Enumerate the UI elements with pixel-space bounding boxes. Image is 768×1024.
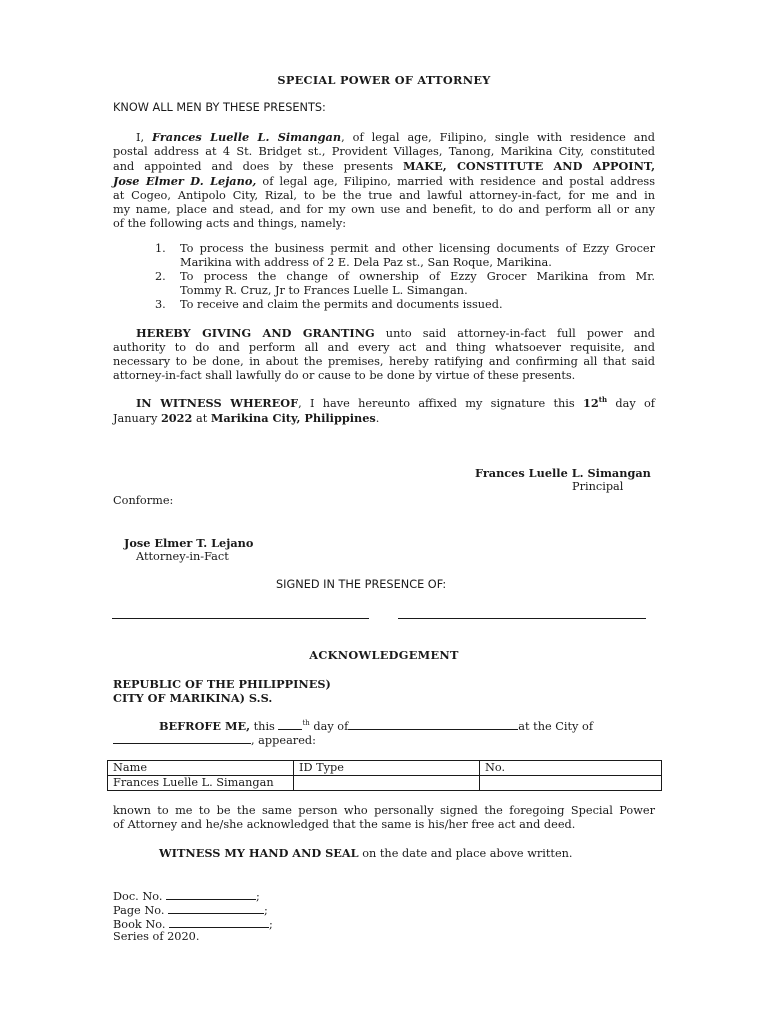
p1-line: and appointed and does by these presents MAKE, CONSTITUTE AND APPOINT, (113, 159, 655, 173)
before-me-line: BEFROFE ME, this $^{th}$ day of at the City of (159, 719, 594, 733)
principal-name-inline: Frances Luelle L. Simangan (152, 130, 342, 144)
granting-paragraph (113, 326, 655, 383)
table-cell (480, 776, 662, 791)
signed-presence-heading: SIGNED IN THE PRESENCE OF: (276, 578, 447, 591)
p2-line: attorney-in-fact shall lawfully do or cause to be done by virtue of these presents. (113, 369, 576, 382)
table-header-cell: No. (480, 761, 662, 776)
witness-whereof-paragraph (113, 396, 655, 426)
acknowledgement-title: ACKNOWLEDGEMENT (309, 648, 459, 662)
book-no-line: Book No. ; (113, 918, 273, 931)
document-title: SPECIAL POWER OF ATTORNEY (277, 73, 491, 87)
p2-line: authority to do and perform all and every act and thing whatsoever requisite, and (113, 341, 655, 354)
witness-hand-line: WITNESS MY HAND AND SEAL on the date and place above written. (159, 846, 573, 860)
known-line: known to me to be the same person who personally signed the foregoing Special Power (113, 804, 655, 817)
doc-no-blank[interactable] (166, 888, 256, 900)
table-header-row (108, 761, 662, 776)
day-blank[interactable] (278, 718, 302, 730)
p3-line: IN WITNESS WHEREOF, I have hereunto affixed my signature this 12th day of (136, 395, 655, 410)
table-cell: Frances Luelle L. Simangan (108, 776, 294, 791)
book-no-blank[interactable] (169, 916, 269, 928)
p1-line: of the following acts and things, namely: (113, 217, 347, 230)
attorney-signature-name: Jose Elmer T. Lejano (124, 536, 254, 550)
attorney-name-inline: Jose Elmer D. Lejano, (113, 174, 257, 188)
p2-line: HEREBY GIVING AND GRANTING unto said attorney-in-fact full power and (136, 326, 655, 340)
witness-signature-line (112, 618, 369, 619)
appointment-paragraph (113, 130, 655, 231)
attorney-role: Attorney-in-Fact (136, 550, 229, 563)
p3-line: January 2022 at Marikina City, Philippines. (113, 411, 380, 425)
table-header-cell: ID Type (294, 761, 480, 776)
conforme-label: Conforme: (113, 494, 174, 507)
city-line: CITY OF MARIKINA) S.S. (113, 691, 273, 705)
p1-line: my name, place and stead, and for my own use and benefit, to do and perform all or any (113, 203, 655, 216)
p1-line: I, Frances Luelle L. Simangan, of legal age, Filipino, single with residence and (136, 130, 656, 144)
document-page: SPECIAL POWER OF ATTORNEY KNOW ALL MEN BY THESE PRESENTS: I, Frances Luelle L. Simangan, of legal age, Filipino, single with residence and postal address at 4 St. Bridget st., Provident Villages, Tanong, Marikina City, constituted and appointed and does by these presents MAKE, CONSTITUTE AND APPOINT, Jose Elmer D. Lejano, of legal age, Filipino, married with residence and postal address at Cogeo, Antipolo City, Rizal, to be the true and lawful attorney-in-fact, for me and in my name, place and stead, and for my own use and benefit, to do and perform all or any of the following acts and things, namely: 1. To process the business permit and other licensing documents of Ezzy Grocer Marikina with address of 2 E. Dela Paz st., San Roque, Marikina. 2. To process the change of ownership of Ezzy Grocer Marikina from Mr. Tommy R. Cruz, Jr to Frances Luelle L. Simangan. 3. To receive and claim the permits and documents issued. HEREBY GIVING AND GRANTING unto said attorney-in-fact full power and authority to do and perform all and every act and thing whatsoever requisite, and necessary to be done, in about the premises, hereby ratifying and confirming all that said attorney-in-fact shall lawfully do or cause to be done by virtue of these presents. IN WITNESS WHEREOF, I have hereunto affixed my signature this 12th day of January 2022 at Marikina City, Philippines. Frances Luelle L. Simangan Principal Conforme: Jose Elmer T. Lejano Attorney-in-Fact SIGNED IN THE PRESENCE OF: ACKNOWLEDGEMENT REPUBLIC OF THE PHILIPPINES) CITY OF MARIKINA) S.S. BEFROFE ME, this $^{th}$ day of at the City of , appeared: Name ID Type No. Frances Luelle L. Simangan known to me to be the same person who personally signed the foregoing Special Power of Attorney and he/she acknowledged that the same is his/her free act and deed. WITNESS MY HAND AND SEAL on the date and place above written. Doc. No. ; Page No. ; Book No. ; Series of 2020. (0, 0, 768, 1024)
city-blank[interactable] (113, 732, 251, 744)
series-line: Series of 2020. (113, 930, 200, 943)
witness-signature-line (398, 618, 646, 619)
known-line: of Attorney and he/she acknowledged that the same is his/her free act and deed. (113, 818, 576, 831)
table-cell (294, 776, 480, 791)
p1-line: Jose Elmer D. Lejano, of legal age, Filipino, married with residence and postal address (113, 174, 655, 188)
appeared-line: , appeared: (113, 732, 316, 748)
principal-signature-name: Frances Luelle L. Simangan (475, 466, 651, 480)
page-no-line: Page No. ; (113, 904, 268, 917)
doc-no-line: Doc. No. ; (113, 890, 260, 903)
p1-line: at Cogeo, Antipolo City, Rizal, to be the true and lawful attorney-in-fact, for me and in (113, 189, 655, 202)
intro-line: KNOW ALL MEN BY THESE PRESENTS: (113, 101, 326, 114)
month-blank[interactable] (348, 718, 518, 730)
table-row (108, 776, 662, 791)
republic-line: REPUBLIC OF THE PHILIPPINES) (113, 677, 331, 691)
id-table (107, 760, 662, 791)
table-header-cell: Name (108, 761, 294, 776)
p1-line: postal address at 4 St. Bridget st., Provident Villages, Tanong, Marikina City, constituted (113, 145, 655, 158)
p2-line: necessary to be done, in about the premises, hereby ratifying and confirming all that said (113, 355, 655, 368)
principal-role: Principal (572, 480, 624, 493)
page-no-blank[interactable] (168, 902, 264, 914)
known-paragraph (113, 804, 655, 832)
